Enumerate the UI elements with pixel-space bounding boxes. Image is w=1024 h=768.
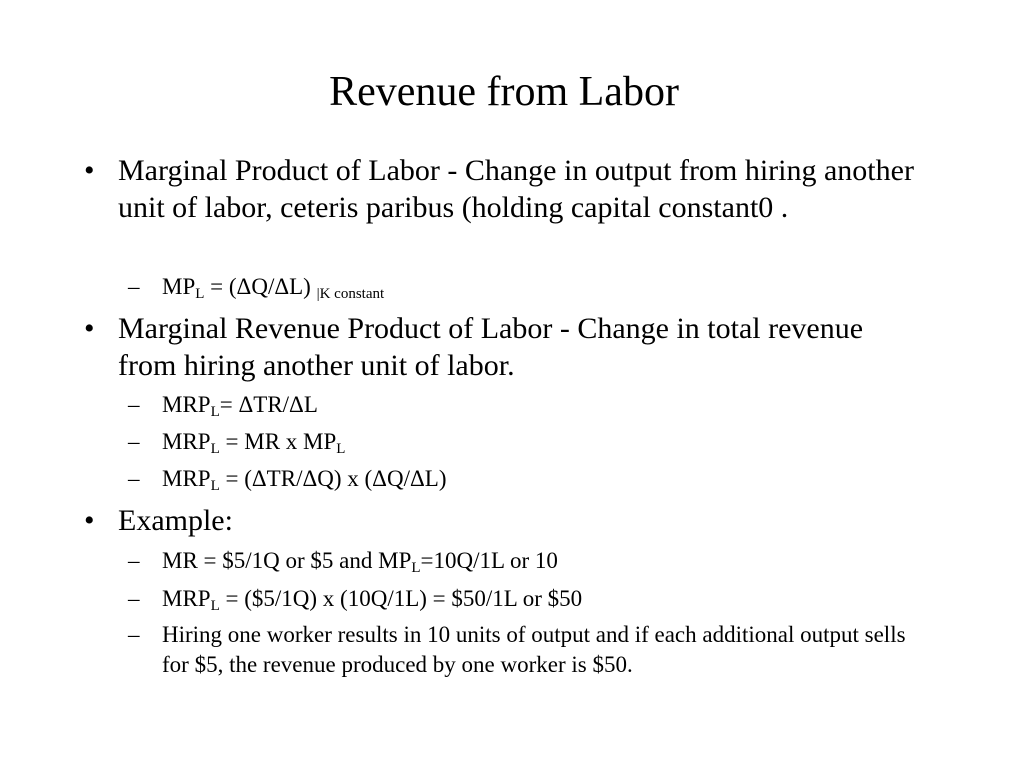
dash-icon: – <box>128 429 140 454</box>
formula-text: $MRP_L$ = ($5/1Q) x (10Q/1L) = $50/1L or $50 <box>162 586 583 614</box>
formula-text: $MRP_L$ = MR x $MP_L$ <box>162 429 346 457</box>
slide-title: Revenue from Labor <box>329 69 679 115</box>
formula-text: $MP_L = (\Delta Q/\Delta L)$ $_{|K constant}$ <box>162 274 385 302</box>
bullet-text: Marginal Product of Labor - Change in output from hiring another unit of labor, ceteris paribus (holding capital constant0 . <box>118 154 914 224</box>
bullet-icon: • <box>84 312 95 345</box>
bullet-icon: • <box>84 154 95 187</box>
formula-text: $MRP_L= \Delta TR/\Delta L$ <box>162 392 318 420</box>
dash-icon: – <box>128 274 140 299</box>
dash-icon: – <box>128 622 140 647</box>
formula-text: $MRP_L = (\Delta TR/\Delta Q)$ x (ΔQ/ΔL) <box>162 466 447 494</box>
explanation-text: Hiring one worker results in 10 units of output and if each additional output sells for $5, the revenue produced by one worker is $50. <box>162 622 906 677</box>
dash-icon: – <box>128 586 140 611</box>
bullet-icon: • <box>84 504 95 537</box>
dash-icon: – <box>128 466 140 491</box>
bullet-text: Example: <box>118 504 233 537</box>
dash-icon: – <box>128 548 140 573</box>
formula-text: MR = $5/1Q or $5 and $MP_L=10Q/1L$ or 10 <box>162 548 558 576</box>
bullet-text: Marginal Revenue Product of Labor - Change in total revenue from hiring another unit of labor. <box>118 312 864 382</box>
dash-icon: – <box>128 392 140 417</box>
